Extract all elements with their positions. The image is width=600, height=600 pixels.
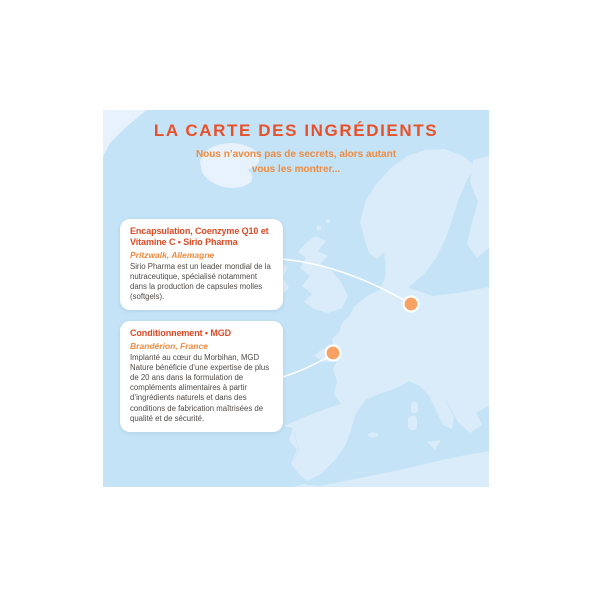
page-title: LA CARTE DES INGRÉDIENTS	[153, 121, 439, 140]
map-marker-branderion-icon	[326, 346, 341, 361]
landmass-danish-isles-2	[408, 280, 412, 284]
map-header	[103, 121, 489, 177]
landmass-orkney	[317, 226, 322, 231]
landmass-balearics	[368, 433, 378, 438]
landmass-danish-isles	[402, 276, 407, 281]
map-marker-pritzwalk-icon	[404, 297, 419, 312]
page-subtitle	[103, 147, 489, 177]
landmass-corsica	[411, 402, 418, 413]
card-description: Sirio Pharma est un leader mondial de la nutraceutique, spécialisé notamment dans la production de capsules molles (softgels).	[130, 261, 271, 302]
card-description: Implanté au cœur du Morbihan, MGD Nature bénéficie d’une expertise de plus de 20 ans dans la formulation de compléments alimentaires à partir d’ingrédients naturels et dans des conditions de fabrication maîtrisées de qualité et de sécurité.	[130, 352, 270, 423]
subtitle-line-2: vous les montrer...	[251, 164, 341, 175]
ingredient-card-sirio-pharma	[120, 219, 283, 310]
card-location: Brandérion, France	[130, 340, 208, 351]
card-location: Pritzwalk, Allemagne	[130, 249, 215, 260]
landmass-sardinia	[408, 416, 417, 430]
card-title: Conditionnement • MGD	[130, 328, 232, 338]
ingredient-card-mgd	[120, 321, 283, 432]
subtitle-line-1: Nous n’avons pas de secrets, alors autant	[195, 149, 397, 160]
card-title: Encapsulation, Coenzyme Q10 et Vitamine C • Sirio Pharma	[130, 226, 269, 247]
landmass-shetland	[326, 219, 330, 223]
